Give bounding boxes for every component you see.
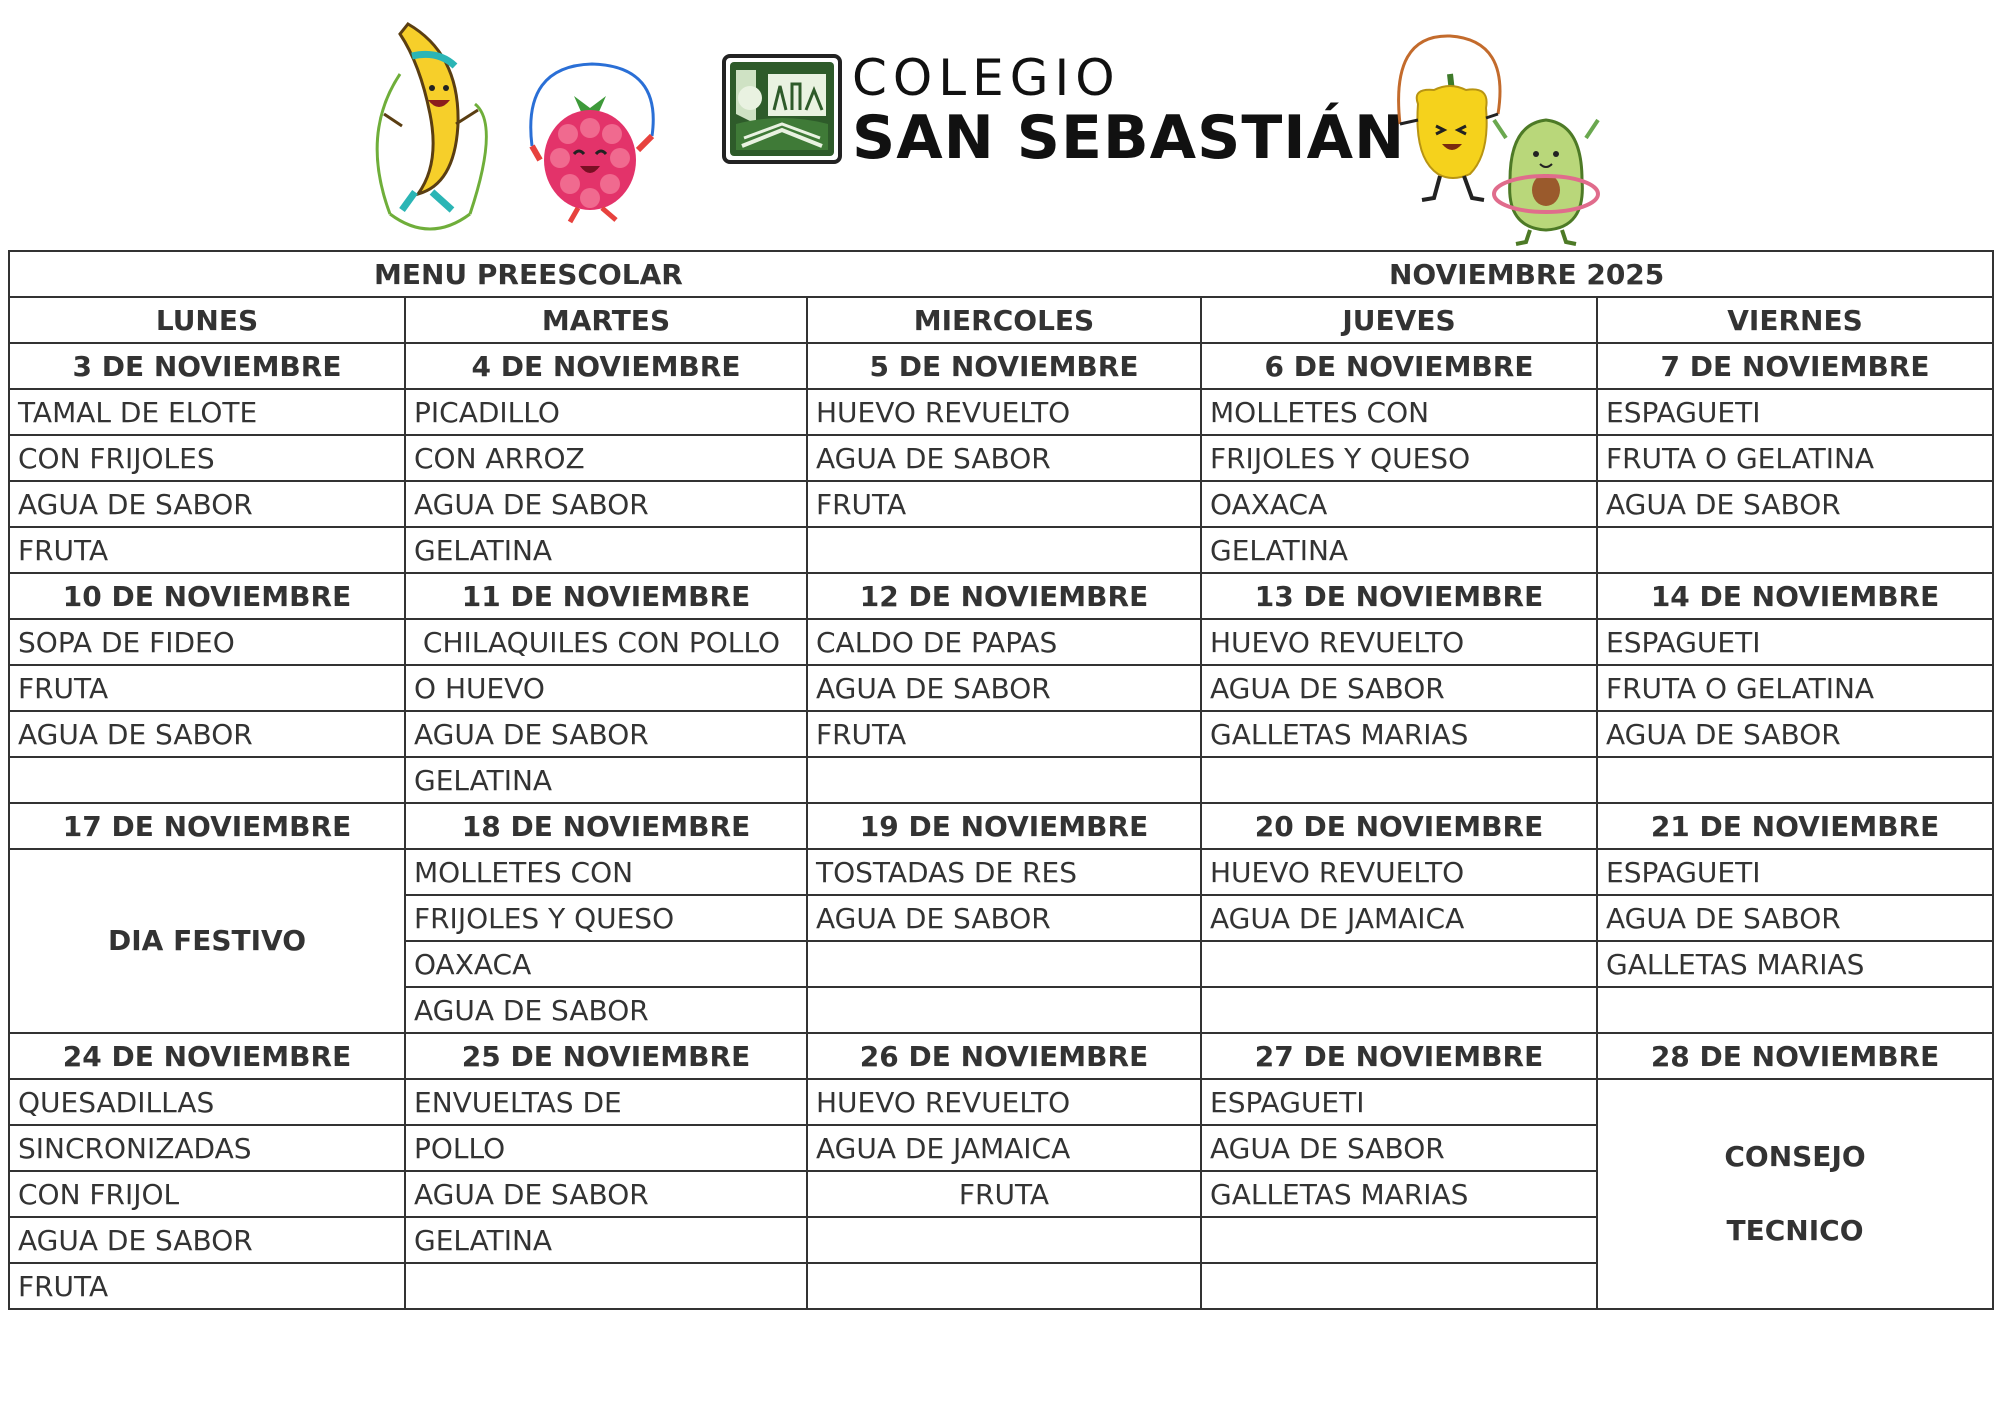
school-name-line1: COLEGIO [852, 49, 1121, 107]
title-row [9, 251, 1993, 297]
menu-row [9, 619, 1993, 665]
menu-item: AGUA DE JAMAICA [807, 1125, 1201, 1171]
date-cell: 24 DE NOVIEMBRE [9, 1033, 405, 1079]
date-cell: 17 DE NOVIEMBRE [9, 803, 405, 849]
menu-item: SINCRONIZADAS [9, 1125, 405, 1171]
weekday-header: MIERCOLES [807, 297, 1201, 343]
menu-item: AGUA DE SABOR [1597, 711, 1993, 757]
date-cell: 4 DE NOVIEMBRE [405, 343, 807, 389]
menu-item: ESPAGUETI [1597, 619, 1993, 665]
date-cell: 28 DE NOVIEMBRE [1597, 1033, 1993, 1079]
menu-item: CHILAQUILES CON POLLO [405, 619, 807, 665]
menu-item: AGUA DE SABOR [807, 895, 1201, 941]
menu-title: MENU PREESCOLAR [374, 257, 683, 291]
council-line2: TECNICO [1726, 1214, 1864, 1247]
school-name-line2: SAN SEBASTIÁN [852, 103, 1406, 173]
menu-item: FRIJOLES Y QUESO [405, 895, 807, 941]
menu-item: POLLO [405, 1125, 807, 1171]
holiday-cell: DIA FESTIVO [9, 849, 405, 1033]
menu-item: AGUA DE SABOR [807, 435, 1201, 481]
menu-item [1201, 987, 1597, 1033]
date-cell: 6 DE NOVIEMBRE [1201, 343, 1597, 389]
page-header [0, 0, 2000, 250]
title-cell [9, 251, 1993, 297]
menu-row [9, 527, 1993, 573]
menu-row [9, 665, 1993, 711]
weekday-header: VIERNES [1597, 297, 1993, 343]
menu-item: QUESADILLAS [9, 1079, 405, 1125]
menu-item: CALDO DE PAPAS [807, 619, 1201, 665]
menu-item: HUEVO REVUELTO [807, 1079, 1201, 1125]
menu-item [807, 987, 1201, 1033]
council-line1: CONSEJO [1724, 1140, 1866, 1173]
weekday-header: LUNES [9, 297, 405, 343]
weekday-header: JUEVES [1201, 297, 1597, 343]
menu-item [807, 527, 1201, 573]
menu-item: AGUA DE SABOR [1201, 665, 1597, 711]
date-row [9, 803, 1993, 849]
menu-item [1597, 757, 1993, 803]
menu-item: AGUA DE SABOR [9, 481, 405, 527]
menu-item: AGUA DE SABOR [9, 1217, 405, 1263]
menu-item: GALLETAS MARIAS [1201, 711, 1597, 757]
date-cell: 26 DE NOVIEMBRE [807, 1033, 1201, 1079]
date-cell: 11 DE NOVIEMBRE [405, 573, 807, 619]
menu-row [9, 711, 1993, 757]
menu-item [807, 941, 1201, 987]
menu-item [405, 1263, 807, 1309]
menu-item: FRUTA [9, 527, 405, 573]
menu-item [1597, 987, 1993, 1033]
menu-item: FRUTA [9, 1263, 405, 1309]
menu-item: FRUTA O GELATINA [1597, 435, 1993, 481]
menu-item: AGUA DE SABOR [405, 481, 807, 527]
menu-item: GALLETAS MARIAS [1201, 1171, 1597, 1217]
menu-item [807, 1217, 1201, 1263]
date-cell: 27 DE NOVIEMBRE [1201, 1033, 1597, 1079]
menu-item: OAXACA [1201, 481, 1597, 527]
date-cell: 14 DE NOVIEMBRE [1597, 573, 1993, 619]
menu-item: TAMAL DE ELOTE [9, 389, 405, 435]
menu-item: CON FRIJOL [9, 1171, 405, 1217]
menu-item: FRIJOLES Y QUESO [1201, 435, 1597, 481]
avocado-hula-hoop-icon [1486, 110, 1606, 250]
menu-item: FRUTA [807, 711, 1201, 757]
menu-item [1201, 941, 1597, 987]
date-cell: 5 DE NOVIEMBRE [807, 343, 1201, 389]
menu-item: FRUTA O GELATINA [1597, 665, 1993, 711]
menu-item: ESPAGUETI [1597, 849, 1993, 895]
menu-item: AGUA DE SABOR [9, 711, 405, 757]
menu-item: HUEVO REVUELTO [1201, 849, 1597, 895]
menu-item [1201, 1263, 1597, 1309]
menu-item: AGUA DE SABOR [1597, 895, 1993, 941]
menu-row [9, 757, 1993, 803]
date-cell: 10 DE NOVIEMBRE [9, 573, 405, 619]
date-cell: 20 DE NOVIEMBRE [1201, 803, 1597, 849]
date-cell: 12 DE NOVIEMBRE [807, 573, 1201, 619]
date-row [9, 1033, 1993, 1079]
date-row [9, 573, 1993, 619]
menu-item: GELATINA [405, 757, 807, 803]
menu-row [9, 481, 1993, 527]
menu-item [1201, 1217, 1597, 1263]
menu-item: MOLLETES CON [405, 849, 807, 895]
menu-item [1597, 527, 1993, 573]
menu-item: FRUTA [9, 665, 405, 711]
date-cell: 25 DE NOVIEMBRE [405, 1033, 807, 1079]
date-cell: 3 DE NOVIEMBRE [9, 343, 405, 389]
menu-item [807, 1263, 1201, 1309]
menu-item: FRUTA [807, 1171, 1201, 1217]
menu-row [9, 849, 1993, 895]
menu-table [8, 250, 1994, 1310]
menu-item [9, 757, 405, 803]
menu-item: AGUA DE SABOR [807, 665, 1201, 711]
menu-item: SOPA DE FIDEO [9, 619, 405, 665]
menu-item: ESPAGUETI [1597, 389, 1993, 435]
raspberry-jump-rope-icon [512, 56, 664, 226]
school-name [852, 49, 1406, 173]
menu-item: GALLETAS MARIAS [1597, 941, 1993, 987]
date-cell: 7 DE NOVIEMBRE [1597, 343, 1993, 389]
menu-item: HUEVO REVUELTO [807, 389, 1201, 435]
date-cell: 19 DE NOVIEMBRE [807, 803, 1201, 849]
menu-item [807, 757, 1201, 803]
menu-item: HUEVO REVUELTO [1201, 619, 1597, 665]
menu-item: CON ARROZ [405, 435, 807, 481]
weekday-header-row [9, 297, 1993, 343]
school-crest-icon [722, 54, 842, 164]
menu-item: AGUA DE SABOR [405, 711, 807, 757]
menu-item: PICADILLO [405, 389, 807, 435]
banana-jump-rope-icon [360, 14, 500, 234]
menu-item: CON FRIJOLES [9, 435, 405, 481]
weekday-header: MARTES [405, 297, 807, 343]
menu-item: FRUTA [807, 481, 1201, 527]
month-title: NOVIEMBRE 2025 [1389, 257, 1665, 291]
menu-item: AGUA DE SABOR [1201, 1125, 1597, 1171]
date-cell: 18 DE NOVIEMBRE [405, 803, 807, 849]
menu-item: GELATINA [405, 527, 807, 573]
menu-item: ESPAGUETI [1201, 1079, 1597, 1125]
menu-row [9, 389, 1993, 435]
menu-item: OAXACA [405, 941, 807, 987]
council-cell [1597, 1079, 1993, 1309]
menu-item: MOLLETES CON [1201, 389, 1597, 435]
menu-row [9, 1079, 1993, 1125]
menu-item: GELATINA [1201, 527, 1597, 573]
menu-item: AGUA DE SABOR [1597, 481, 1993, 527]
menu-item: O HUEVO [405, 665, 807, 711]
menu-item: AGUA DE SABOR [405, 1171, 807, 1217]
date-cell: 13 DE NOVIEMBRE [1201, 573, 1597, 619]
date-cell: 21 DE NOVIEMBRE [1597, 803, 1993, 849]
menu-item: AGUA DE JAMAICA [1201, 895, 1597, 941]
menu-item: TOSTADAS DE RES [807, 849, 1201, 895]
menu-item: GELATINA [405, 1217, 807, 1263]
menu-item [1201, 757, 1597, 803]
date-row [9, 343, 1993, 389]
menu-row [9, 435, 1993, 481]
menu-item: AGUA DE SABOR [405, 987, 807, 1033]
menu-item: ENVUELTAS DE [405, 1079, 807, 1125]
